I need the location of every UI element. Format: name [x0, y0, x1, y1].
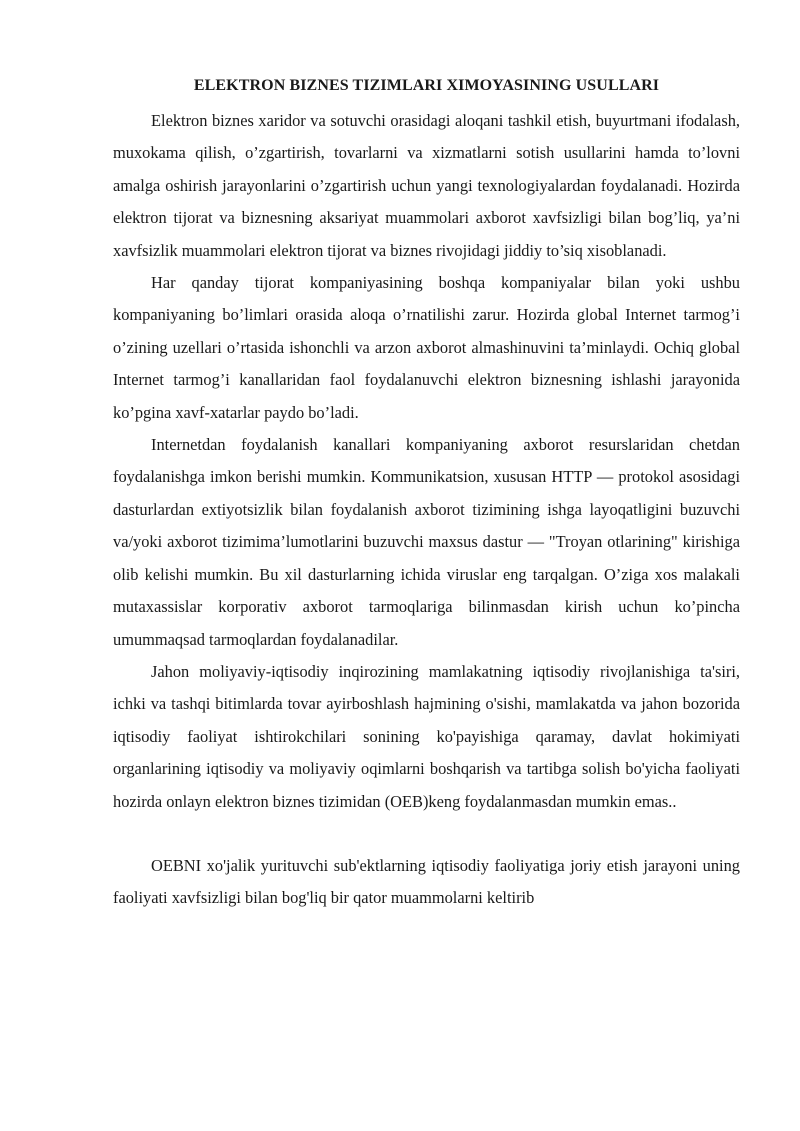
paragraph-3: Internetdan foydalanish kanallari kompaniyaning axborot resurslaridan chetdan foydalanishga imkon berishi mumkin. Kommunikatsion, xususan HTTP — protokol asosidagi dasturlardan extiyotsizlik bilan foydalanish axborot tizimining ishga layoqatligini buzuvchi va/yoki axborot tizimima’lumotlarini buzuvchi maxsus dastur — "Troyan otlarining" kirishiga olib kelishi mumkin. Bu xil dasturlarning ichida viruslar eng tarqalgan. O’ziga xos malakali mutaxassislar korporativ axborot tarmoqlariga bilinmasdan kirish uchun ko’pincha umummaqsad tarmoqlardan foydalanadilar. — [113, 435, 740, 649]
paragraph-2: Har qanday tijorat kompaniyasining boshqa kompaniyalar bilan yoki ushbu kompaniyaning bo’limlari orasida aloqa o’rnatilishi zarur. Hozirda global Internet tarmog’i o’zining uzellari o’rtasida ishonchli va arzon axborot almashinuvini ta’minlaydi. Ochiq global Internet tarmog’i kanallaridan faol foydalanuvchi elektron biznesning ishlashi jarayonida ko’pgina xavf-xatarlar paydo bo’ladi. — [113, 273, 740, 422]
paragraph-spacer — [113, 818, 740, 850]
document-page — [113, 74, 740, 915]
paragraph-1: Elektron biznes xaridor va sotuvchi orasidagi aloqani tashkil etish, buyurtmani ifodalash, muxokama qilish, o’zgartirish, tovarlarni va xizmatlarni sotish usullarini hamda to’lovni amalga oshirish jarayonlarini o’zgartirish uchun yangi texnologiyalardan foydalanadi. Hozirda elektron tijorat va biznesning aksariyat muammolari axborot xavfsizligi bilan bog’liq, ya’ni xavfsizlik muammolari elektron tijorat va biznes rivojidagi jiddiy to’siq xisoblanadi. — [113, 111, 740, 260]
paragraph-5: OEBNI xo'jalik yurituvchi sub'ektlarning iqtisodiy faoliyatiga joriy etish jarayoni uning faoliyati xavfsizligi bilan bog'liq bir qator muammolarni keltirib — [113, 855, 740, 908]
document-title: ELEKTRON BIZNES TIZIMLARI XIMOYASINING USULLARI — [193, 77, 660, 94]
paragraph-4: Jahon moliyaviy-iqtisodiy inqirozining mamlakatning iqtisodiy rivojlanishiga ta'siri, ichki va tashqi bitimlarda tovar ayirboshlash hajmining o'sishi, mamlakatda va jahon bozorida iqtisodiy faoliyat ishtirokchilari sonining ko'payishiga qaramay, davlat hokimiyati organlarining iqtisodiy va moliyaviy oqimlarni boshqarish va tartibga solish bo'yicha faoliyati hozirda onlayn elektron biznes tizimidan (OEB)keng foydalanmasdan mumkin emas.. — [113, 661, 740, 811]
